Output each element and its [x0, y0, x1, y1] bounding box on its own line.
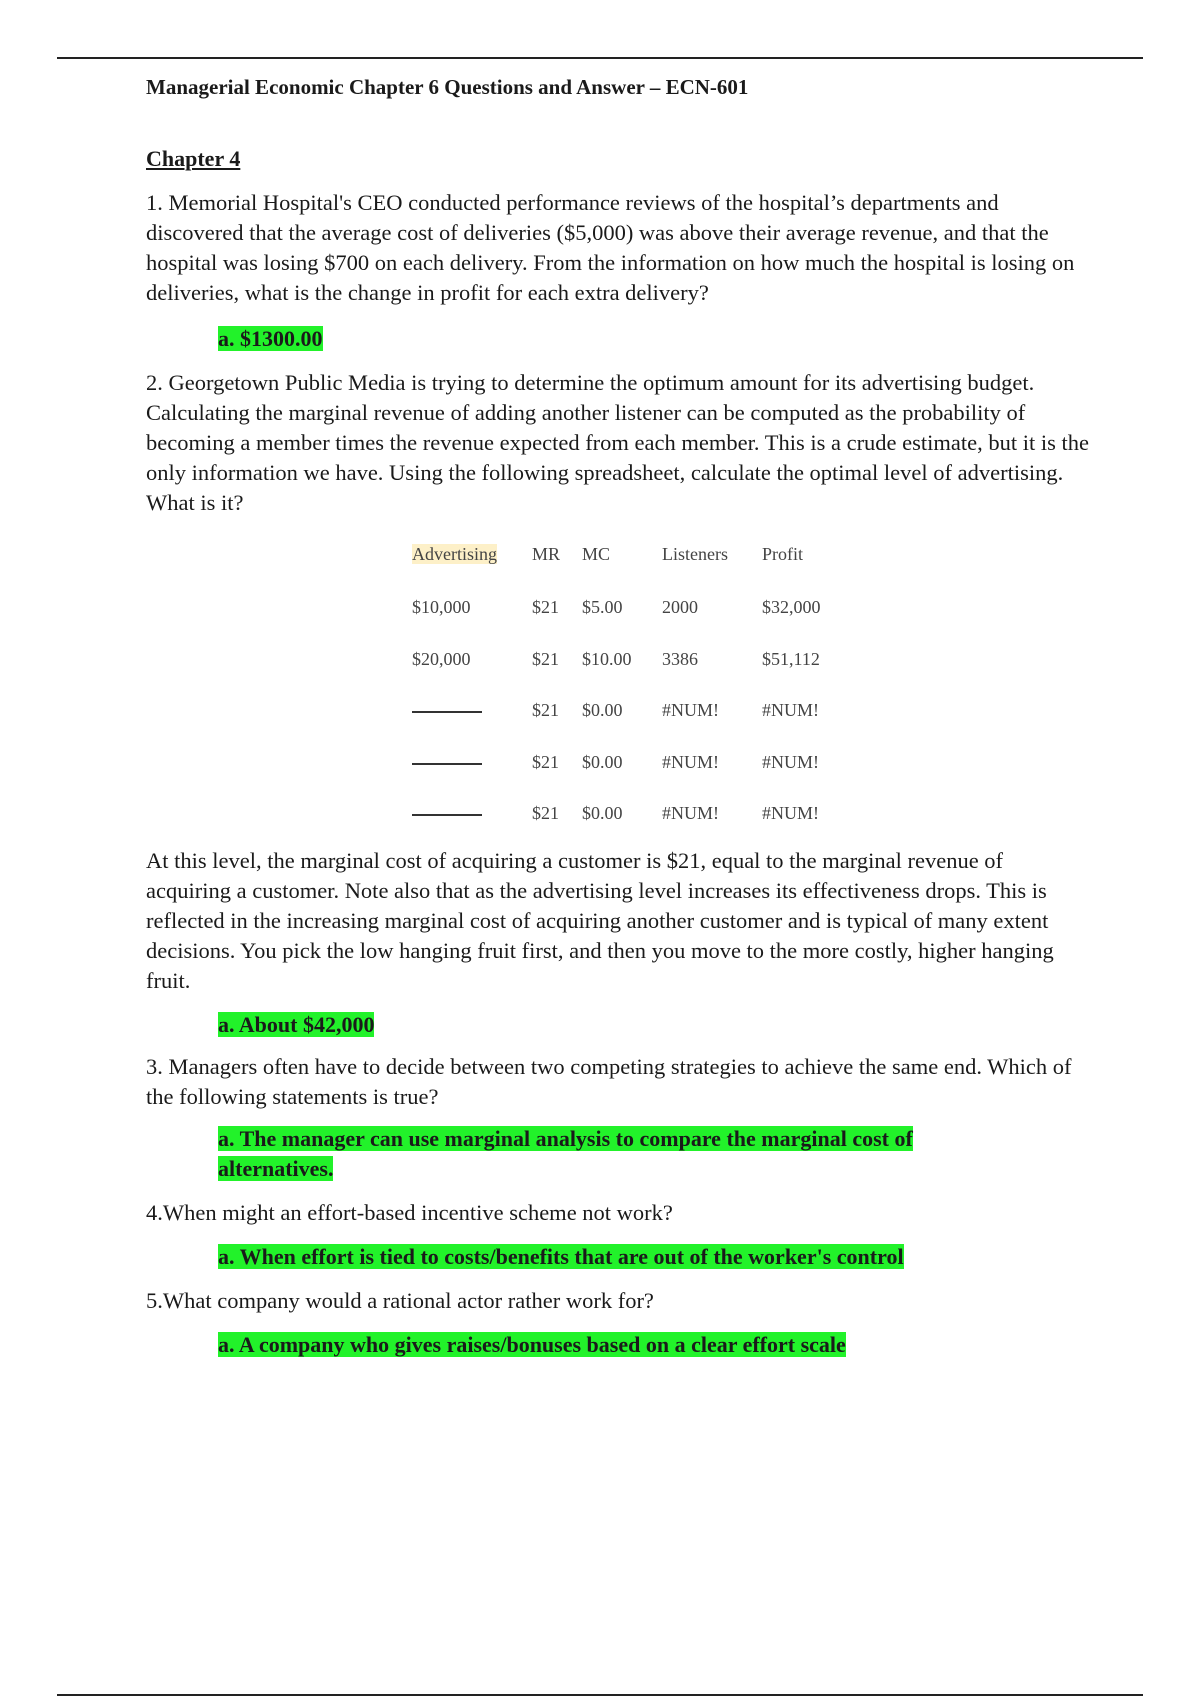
answer-1	[218, 324, 1091, 354]
document-title: Managerial Economic Chapter 6 Questions and Answer – ECN-601	[146, 75, 749, 99]
spreadsheet-row	[412, 582, 852, 634]
cell-mc: $5.00	[582, 597, 623, 618]
question-2: 2. Georgetown Public Media is trying to determine the optimum amount for its advertising budget. Calculating the marginal revenue of adding another listener can be computed as the probability of becoming a member times the revenue expected from each member. This is a crude estimate, but it is the only information we have. Using the following spreadsheet, calculate the optimal level of advertising. What is it?	[146, 370, 1090, 515]
cell-listeners: 2000	[662, 597, 698, 618]
spreadsheet-row	[412, 685, 852, 737]
cell-listeners: #NUM!	[662, 803, 719, 824]
header-advertising: Advertising	[412, 544, 497, 564]
blank-fill-line	[412, 814, 482, 816]
answer-4-text: a. When effort is tied to costs/benefits that are out of the worker's control	[218, 1243, 904, 1269]
advertising-spreadsheet	[412, 544, 852, 840]
cell-listeners: 3386	[662, 648, 698, 669]
answer-1-text: a. $1300.00	[218, 326, 323, 351]
cell-mr: $21	[532, 803, 559, 824]
cell-profit: $51,112	[762, 648, 820, 669]
header-mc: MC	[582, 544, 611, 564]
question-2-explanation: At this level, the marginal cost of acquiring a customer is $21, equal to the marginal revenue of acquiring a customer. Note also that as the advertising level increases its effectiveness drops. This is reflected in the increasing marginal cost of acquiring another customer and is typical of many extent decisions. You pick the low hanging fruit first, and then you move to the more costly, higher hanging fruit.	[146, 847, 1054, 993]
answer-4	[218, 1242, 1091, 1272]
bottom-rule	[57, 1694, 1143, 1696]
cell-advertising-blank	[412, 685, 532, 737]
cell-profit: #NUM!	[762, 751, 819, 772]
cell-profit: #NUM!	[762, 803, 819, 824]
cell-mc: $0.00	[582, 700, 623, 721]
header-profit: Profit	[762, 544, 804, 564]
answer-3	[218, 1124, 998, 1184]
cell-advertising-blank	[412, 737, 532, 789]
question-1: 1. Memorial Hospital's CEO conducted performance reviews of the hospital’s departments and discovered that the average cost of deliveries ($5,000) was above their average revenue, and that the hospital was losing $700 on each delivery. From the information on how much the hospital is losing on deliveries, what is the change in profit for each extra delivery?	[146, 190, 1075, 305]
cell-mr: $21	[532, 597, 559, 618]
blank-fill-line	[412, 763, 482, 765]
cell-advertising: $20,000	[412, 648, 471, 669]
cell-listeners: #NUM!	[662, 751, 719, 772]
cell-advertising: $10,000	[412, 597, 471, 618]
answer-5	[218, 1330, 1091, 1360]
header-listeners: Listeners	[662, 544, 728, 564]
chapter-heading: Chapter 4	[146, 146, 241, 171]
spreadsheet-row	[412, 737, 852, 789]
answer-3-text: a. The manager can use marginal analysis to compare the marginal cost of alternatives.	[218, 1125, 913, 1181]
question-5: 5.What company would a rational actor rather work for?	[146, 1287, 654, 1313]
cell-mr: $21	[532, 648, 559, 669]
answer-5-text: a. A company who gives raises/bonuses based on a clear effort scale	[218, 1331, 846, 1357]
question-3: 3. Managers often have to decide between two competing strategies to achieve the same end. Which of the following statements is true?	[146, 1053, 1072, 1109]
header-mr: MR	[532, 544, 561, 564]
spreadsheet-header-row	[412, 544, 852, 582]
blank-fill-line	[412, 711, 482, 713]
answer-2	[218, 1010, 1091, 1040]
spreadsheet-row	[412, 788, 852, 840]
cell-listeners: #NUM!	[662, 700, 719, 721]
cell-mc: $10.00	[582, 648, 632, 669]
document-body	[146, 74, 1091, 1360]
spreadsheet-row	[412, 634, 852, 686]
cell-mr: $21	[532, 751, 559, 772]
answer-2-text: a. About $42,000	[218, 1011, 375, 1037]
cell-mc: $0.00	[582, 751, 623, 772]
question-4: 4.When might an effort-based incentive scheme not work?	[146, 1199, 673, 1225]
cell-mc: $0.00	[582, 803, 623, 824]
cell-profit: $32,000	[762, 597, 821, 618]
top-rule	[57, 57, 1143, 59]
cell-profit: #NUM!	[762, 700, 819, 721]
cell-advertising-blank	[412, 788, 532, 840]
cell-mr: $21	[532, 700, 559, 721]
